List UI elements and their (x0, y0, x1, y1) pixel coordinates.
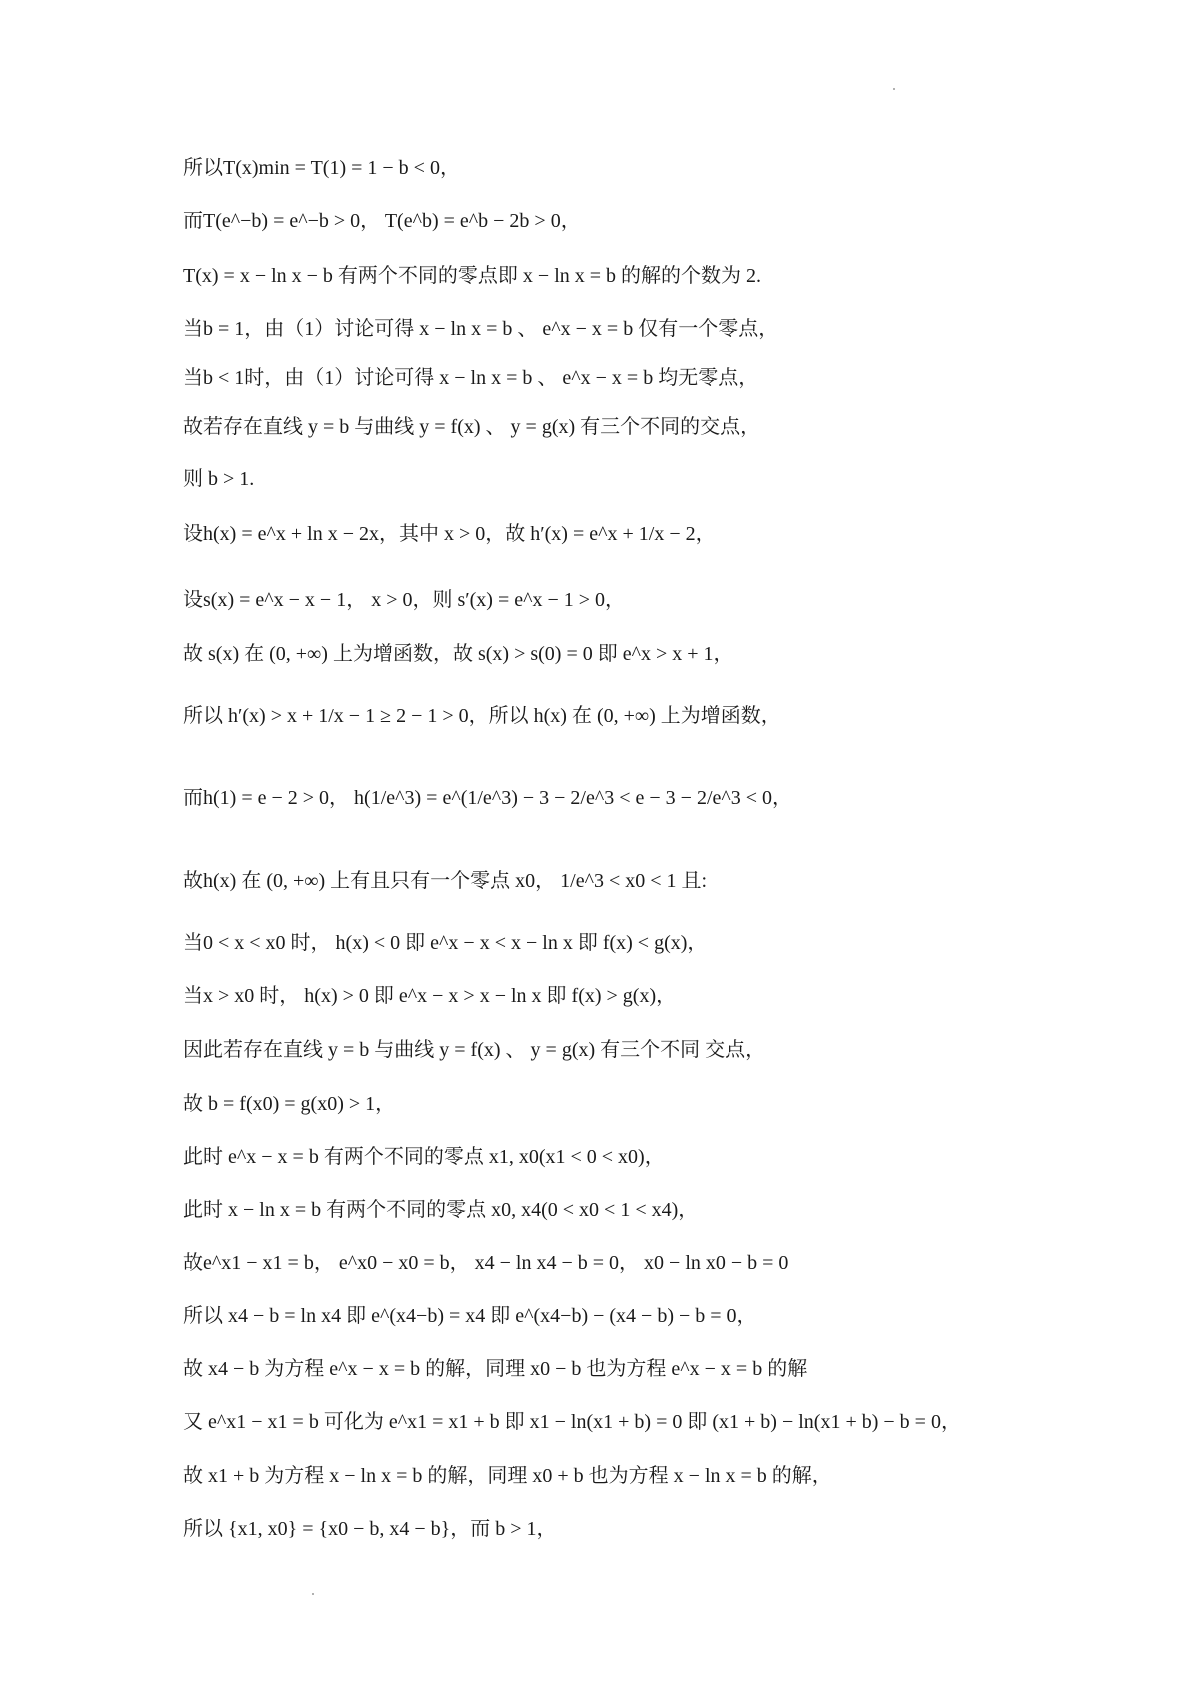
solution-line: 故 s(x) 在 (0, +∞) 上为增函数，故 s(x) > s(0) = 0 即 e^x > x + 1， (183, 643, 734, 665)
solution-line: 所以 h′(x) > x + 1/x − 1 ≥ 2 − 1 > 0，所以 h(x) 在 (0, +∞) 上为增函数， (183, 705, 781, 727)
scan-speck (312, 1593, 314, 1595)
scan-speck (893, 88, 895, 90)
solution-line: 故h(x) 在 (0, +∞) 上有且只有一个零点 x0， 1/e^3 < x0 < 1 且: (183, 870, 708, 892)
solution-line: 所以 x4 − b = ln x4 即 e^(x4−b) = x4 即 e^(x4−b) − (x4 − b) − b = 0， (183, 1305, 757, 1327)
solution-line: 此时 e^x − x = b 有两个不同的零点 x1, x0(x1 < 0 < x0)， (183, 1146, 665, 1168)
solution-line: 当b < 1时，由（1）讨论可得 x − ln x = b 、 e^x − x = b 均无零点， (183, 367, 759, 389)
solution-line: 所以T(x)min = T(1) = 1 − b < 0， (183, 157, 460, 179)
solution-line: T(x) = x − ln x − b 有两个不同的零点即 x − ln x = b 的解的个数为 2. (183, 265, 762, 287)
solution-line: 当0 < x < x0 时， h(x) < 0 即 e^x − x < x − ln x 即 f(x) < g(x)， (183, 932, 708, 954)
solution-line: 又 e^x1 − x1 = b 可化为 e^x1 = x1 + b 即 x1 − ln(x1 + b) = 0 即 (x1 + b) − ln(x1 + b) − b = 0， (183, 1411, 961, 1433)
solution-line: 故 x1 + b 为方程 x − ln x = b 的解，同理 x0 + b 也为方程 x − ln x = b 的解， (183, 1465, 832, 1487)
solution-line: 设s(x) = e^x − x − 1， x > 0，则 s′(x) = e^x − 1 > 0， (183, 589, 626, 611)
solution-line: 此时 x − ln x = b 有两个不同的零点 x0, x4(0 < x0 < 1 < x4)， (183, 1199, 699, 1221)
solution-line: 而T(e^−b) = e^−b > 0， T(e^b) = e^b − 2b > 0， (183, 210, 581, 232)
solution-line: 因此若存在直线 y = b 与曲线 y = f(x) 、 y = g(x) 有三个不同 交点， (183, 1039, 766, 1061)
solution-line: 而h(1) = e − 2 > 0， h(1/e^3) = e^(1/e^3) − 3 − 2/e^3 < e − 3 − 2/e^3 < 0， (183, 787, 793, 809)
solution-line: 故e^x1 − x1 = b， e^x0 − x0 = b， x4 − ln x4 − b = 0， x0 − ln x0 − b = 0 (183, 1252, 789, 1274)
solution-line: 故 b = f(x0) = g(x0) > 1， (183, 1093, 396, 1115)
solution-line: 当b = 1，由（1）讨论可得 x − ln x = b 、 e^x − x = b 仅有一个零点， (183, 318, 779, 340)
solution-line: 则 b > 1. (183, 468, 255, 490)
solution-line: 当x > x0 时， h(x) > 0 即 e^x − x > x − ln x 即 f(x) > g(x)， (183, 985, 677, 1007)
solution-line: 所以 {x1, x0} = {x0 − b, x4 − b}，而 b > 1， (183, 1518, 557, 1540)
solution-line: 故 x4 − b 为方程 e^x − x = b 的解，同理 x0 − b 也为方程 e^x − x = b 的解 (183, 1358, 808, 1380)
solution-line: 故若存在直线 y = b 与曲线 y = f(x) 、 y = g(x) 有三个不同的交点， (183, 416, 761, 438)
solution-line: 设h(x) = e^x + ln x − 2x，其中 x > 0，故 h′(x) = e^x + 1/x − 2， (183, 523, 716, 545)
